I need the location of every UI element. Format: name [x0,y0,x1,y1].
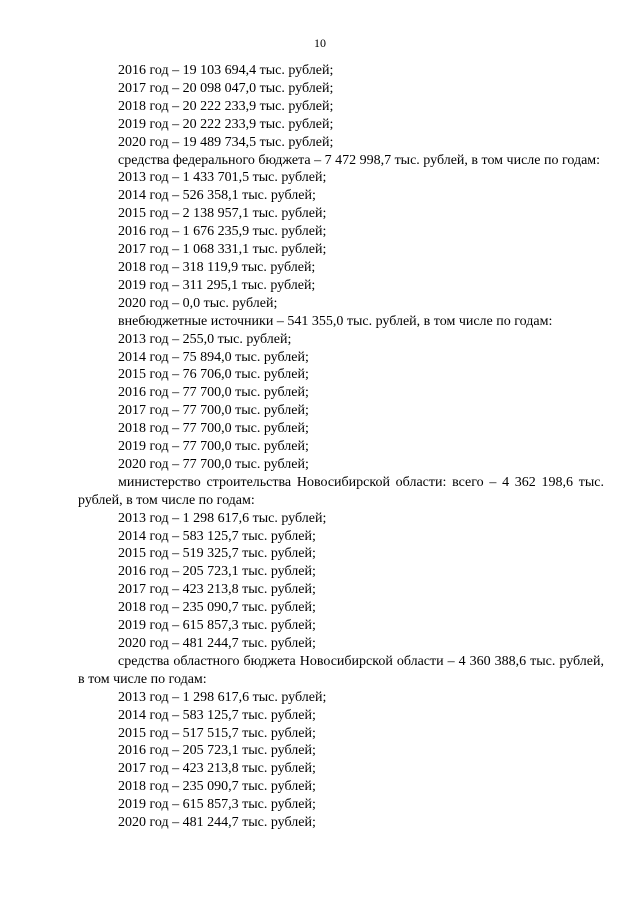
section-ministry-construction [78,474,604,653]
year-line: 2013 год – 1 433 701,5 тыс. рублей; [118,170,327,186]
year-line: 2018 год – 20 222 233,9 тыс. рублей; [118,98,334,114]
section-extrabudgetary [78,313,604,474]
year-line: 2017 год – 1 068 331,1 тыс. рублей; [118,242,327,258]
year-line: 2013 год – 1 298 617,6 тыс. рублей; [118,689,327,705]
section-continued-years [78,62,604,152]
year-line: 2014 год – 526 358,1 тыс. рублей; [118,188,316,204]
year-line: 2020 год – 19 489 734,5 тыс. рублей; [118,134,334,150]
year-line: 2020 год – 77 700,0 тыс. рублей; [118,456,309,472]
year-line: 2020 год – 481 244,7 тыс. рублей; [118,815,316,831]
regional-budget-heading: средства областного бюджета Новосибирской области – 4 360 388,6 тыс. рублей, в том числе по годам: [78,653,604,687]
year-line: 2016 год – 19 103 694,4 тыс. рублей; [118,63,334,78]
extrabudgetary-heading: внебюджетные источники – 541 355,0 тыс. рублей, в том числе по годам: [118,313,553,329]
year-line: 2013 год – 255,0 тыс. рублей; [118,331,292,347]
year-line: 2017 год – 423 213,8 тыс. рублей; [118,582,316,598]
year-line: 2019 год – 20 222 233,9 тыс. рублей; [118,116,334,132]
year-line: 2014 год – 583 125,7 тыс. рублей; [118,707,316,723]
year-line: 2016 год – 205 723,1 тыс. рублей; [118,564,316,580]
year-line: 2019 год – 311 295,1 тыс. рублей; [118,277,316,293]
year-line: 2015 год – 519 325,7 тыс. рублей; [118,546,316,562]
year-line: 2015 год – 517 515,7 тыс. рублей; [118,725,316,741]
section-federal-budget [78,152,604,313]
year-line: 2014 год – 75 894,0 тыс. рублей; [118,349,309,365]
year-line: 2015 год – 2 138 957,1 тыс. рублей; [118,206,327,222]
year-line: 2017 год – 20 098 047,0 тыс. рублей; [118,80,334,96]
year-line: 2019 год – 77 700,0 тыс. рублей; [118,439,309,455]
document-body [78,62,604,832]
section-regional-budget [78,653,604,832]
year-line: 2020 год – 0,0 тыс. рублей; [118,295,278,311]
ministry-heading: министерство строительства Новосибирской области: всего – 4 362 198,6 тыс. рублей, в том числе по годам: [78,474,604,508]
year-line: 2013 год – 1 298 617,6 тыс. рублей; [118,510,327,526]
federal-budget-heading: средства федерального бюджета – 7 472 998,7 тыс. рублей, в том числе по годам: [118,152,601,168]
year-line: 2017 год – 77 700,0 тыс. рублей; [118,403,309,419]
year-line: 2017 год – 423 213,8 тыс. рублей; [118,761,316,777]
year-line: 2016 год – 77 700,0 тыс. рублей; [118,385,309,401]
page-number: 10 [314,36,326,50]
year-line: 2015 год – 76 706,0 тыс. рублей; [118,367,309,383]
year-line: 2018 год – 235 090,7 тыс. рублей; [118,779,316,795]
year-line: 2020 год – 481 244,7 тыс. рублей; [118,636,316,651]
year-line: 2018 год – 318 119,9 тыс. рублей; [118,259,316,275]
year-line: 2016 год – 1 676 235,9 тыс. рублей; [118,224,327,240]
year-line: 2014 год – 583 125,7 тыс. рублей; [118,528,316,544]
year-line: 2016 год – 205 723,1 тыс. рублей; [118,743,316,759]
year-line: 2018 год – 235 090,7 тыс. рублей; [118,600,316,616]
year-line: 2019 год – 615 857,3 тыс. рублей; [118,797,316,813]
year-line: 2019 год – 615 857,3 тыс. рублей; [118,618,316,634]
year-line: 2018 год – 77 700,0 тыс. рублей; [118,421,309,437]
